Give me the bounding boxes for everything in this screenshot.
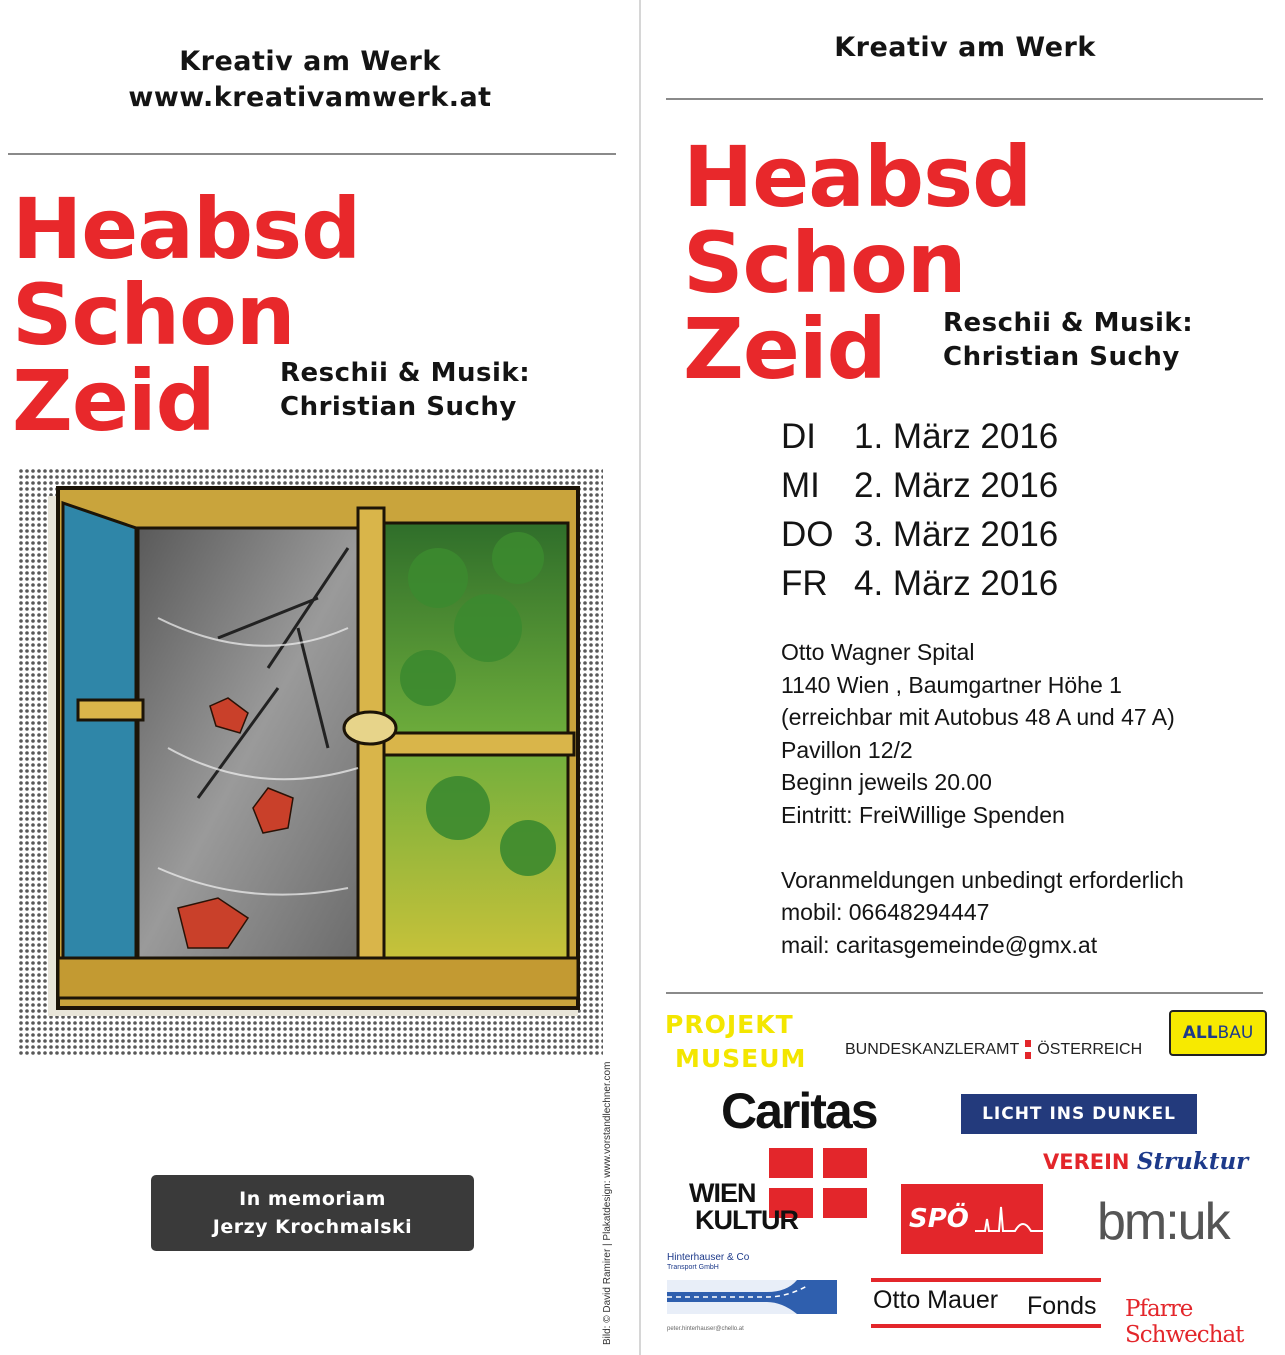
date: 2. März 2016 [854, 466, 1059, 505]
hinterhauser-logo [667, 1252, 837, 1338]
spoe-text: SPÖ [909, 1204, 969, 1234]
hinterhauser-sub: Transport GmbH [667, 1264, 719, 1271]
window-illustration [18, 468, 603, 1056]
right-header: Kreativ am Werk [834, 32, 1096, 63]
performance-dates [781, 412, 1058, 608]
admission: Eintritt: FreiWillige Spenden [781, 801, 1065, 828]
weekday: MI [781, 466, 820, 505]
kultur-text: KULTUR [695, 1205, 798, 1235]
title-line-2: Schon [12, 266, 295, 364]
licht-ins-dunkel-logo: LICHT INS DUNKEL [961, 1094, 1197, 1134]
date-row [781, 461, 1058, 510]
phone: mobil: 06648294447 [781, 899, 990, 926]
weekday: FR [781, 564, 828, 603]
hinterhauser-email: peter.hinterhauser@chello.at [667, 1326, 744, 1332]
bundeskanzleramt-logo [845, 1040, 1142, 1059]
allbau-light: BAU [1217, 1023, 1254, 1043]
verein-text: VEREIN [1043, 1150, 1130, 1174]
date-row [781, 412, 1058, 461]
event-info [781, 636, 1184, 961]
start-time: Beginn jeweils 20.00 [781, 769, 992, 796]
bka-left-text: BUNDESKANZLERAMT [845, 1040, 1020, 1058]
date-row [781, 559, 1058, 608]
venue-name: Otto Wagner Spital [781, 639, 975, 665]
otto-mauer-text: Otto Mauer [873, 1286, 999, 1314]
allbau-logo [1169, 1010, 1267, 1056]
right-title-line-3: Zeid [683, 300, 886, 398]
title-line-1: Heabsd [12, 180, 361, 278]
projekt-text: PROJEKT [665, 1010, 794, 1039]
spacer [781, 832, 1184, 864]
right-credit-role: Reschii & Musik: [943, 308, 1194, 338]
credit [280, 356, 530, 424]
right-credit-name: Christian Suchy [943, 342, 1180, 372]
venue-pavilion: Pavillon 12/2 [781, 736, 913, 763]
title-line-3: Zeid [12, 352, 215, 450]
memoriam-line-1: In memoriam [239, 1188, 386, 1210]
road-icon [667, 1272, 837, 1322]
hinterhauser-name: Hinterhauser & Co [667, 1252, 750, 1263]
fonds-text: Fonds [1027, 1292, 1097, 1320]
skyline-icon [975, 1199, 1043, 1239]
wien-kultur-logo [689, 1180, 798, 1234]
austria-flag-icon [1025, 1040, 1031, 1059]
sponsors-divider [666, 992, 1263, 994]
credit-role: Reschii & Musik: [280, 358, 531, 388]
memoriam-line-2: Jerzy Krochmalski [212, 1216, 413, 1238]
date-row [781, 510, 1058, 559]
right-credit [943, 306, 1193, 374]
venue-transit: (erreichbar mit Autobus 48 A und 47 A) [781, 704, 1175, 731]
wien-text: WIEN [689, 1178, 756, 1208]
registration-note: Voranmeldungen unbedingt erforderlich [781, 866, 1184, 893]
otto-mauer-fonds-logo [871, 1278, 1101, 1330]
allbau-bold: ALL [1182, 1023, 1218, 1043]
left-header [0, 44, 620, 116]
right-divider [666, 98, 1263, 100]
date: 1. März 2016 [854, 417, 1059, 456]
pfarre-schwechat-logo: Pfarre Schwechat [1125, 1296, 1244, 1348]
spoe-logo [901, 1184, 1043, 1254]
image-credit: Bild: © David Ramirer | Plakatdesign: www.vorstandlechner.com [602, 1061, 613, 1345]
credit-name: Christian Suchy [280, 392, 517, 422]
struktur-text: Struktur [1136, 1148, 1249, 1175]
museum-text: MUSEUM [675, 1044, 807, 1073]
date: 4. März 2016 [854, 564, 1059, 603]
weekday: DI [781, 417, 816, 456]
left-divider [8, 153, 616, 155]
caritas-logo: Caritas [721, 1083, 877, 1139]
weekday: DO [781, 515, 834, 554]
website: www.kreativamwerk.at [128, 82, 492, 113]
right-panel [641, 0, 1285, 1355]
organizer-name: Kreativ am Werk [179, 46, 441, 77]
memoriam-box [151, 1175, 474, 1251]
right-title-line-1: Heabsd [683, 128, 1032, 226]
projekt-museum-logo [665, 1008, 830, 1076]
bmuk-logo: bm:uk [1097, 1193, 1229, 1251]
venue-address: 1140 Wien , Baumgartner Höhe 1 [781, 671, 1122, 698]
email: mail: caritasgemeinde@gmx.at [781, 931, 1098, 958]
verein-struktur-logo [1043, 1148, 1248, 1175]
right-title-line-2: Schon [683, 214, 966, 312]
date: 3. März 2016 [854, 515, 1059, 554]
bka-right-text: ÖSTERREICH [1037, 1040, 1143, 1058]
left-panel [0, 0, 640, 1355]
